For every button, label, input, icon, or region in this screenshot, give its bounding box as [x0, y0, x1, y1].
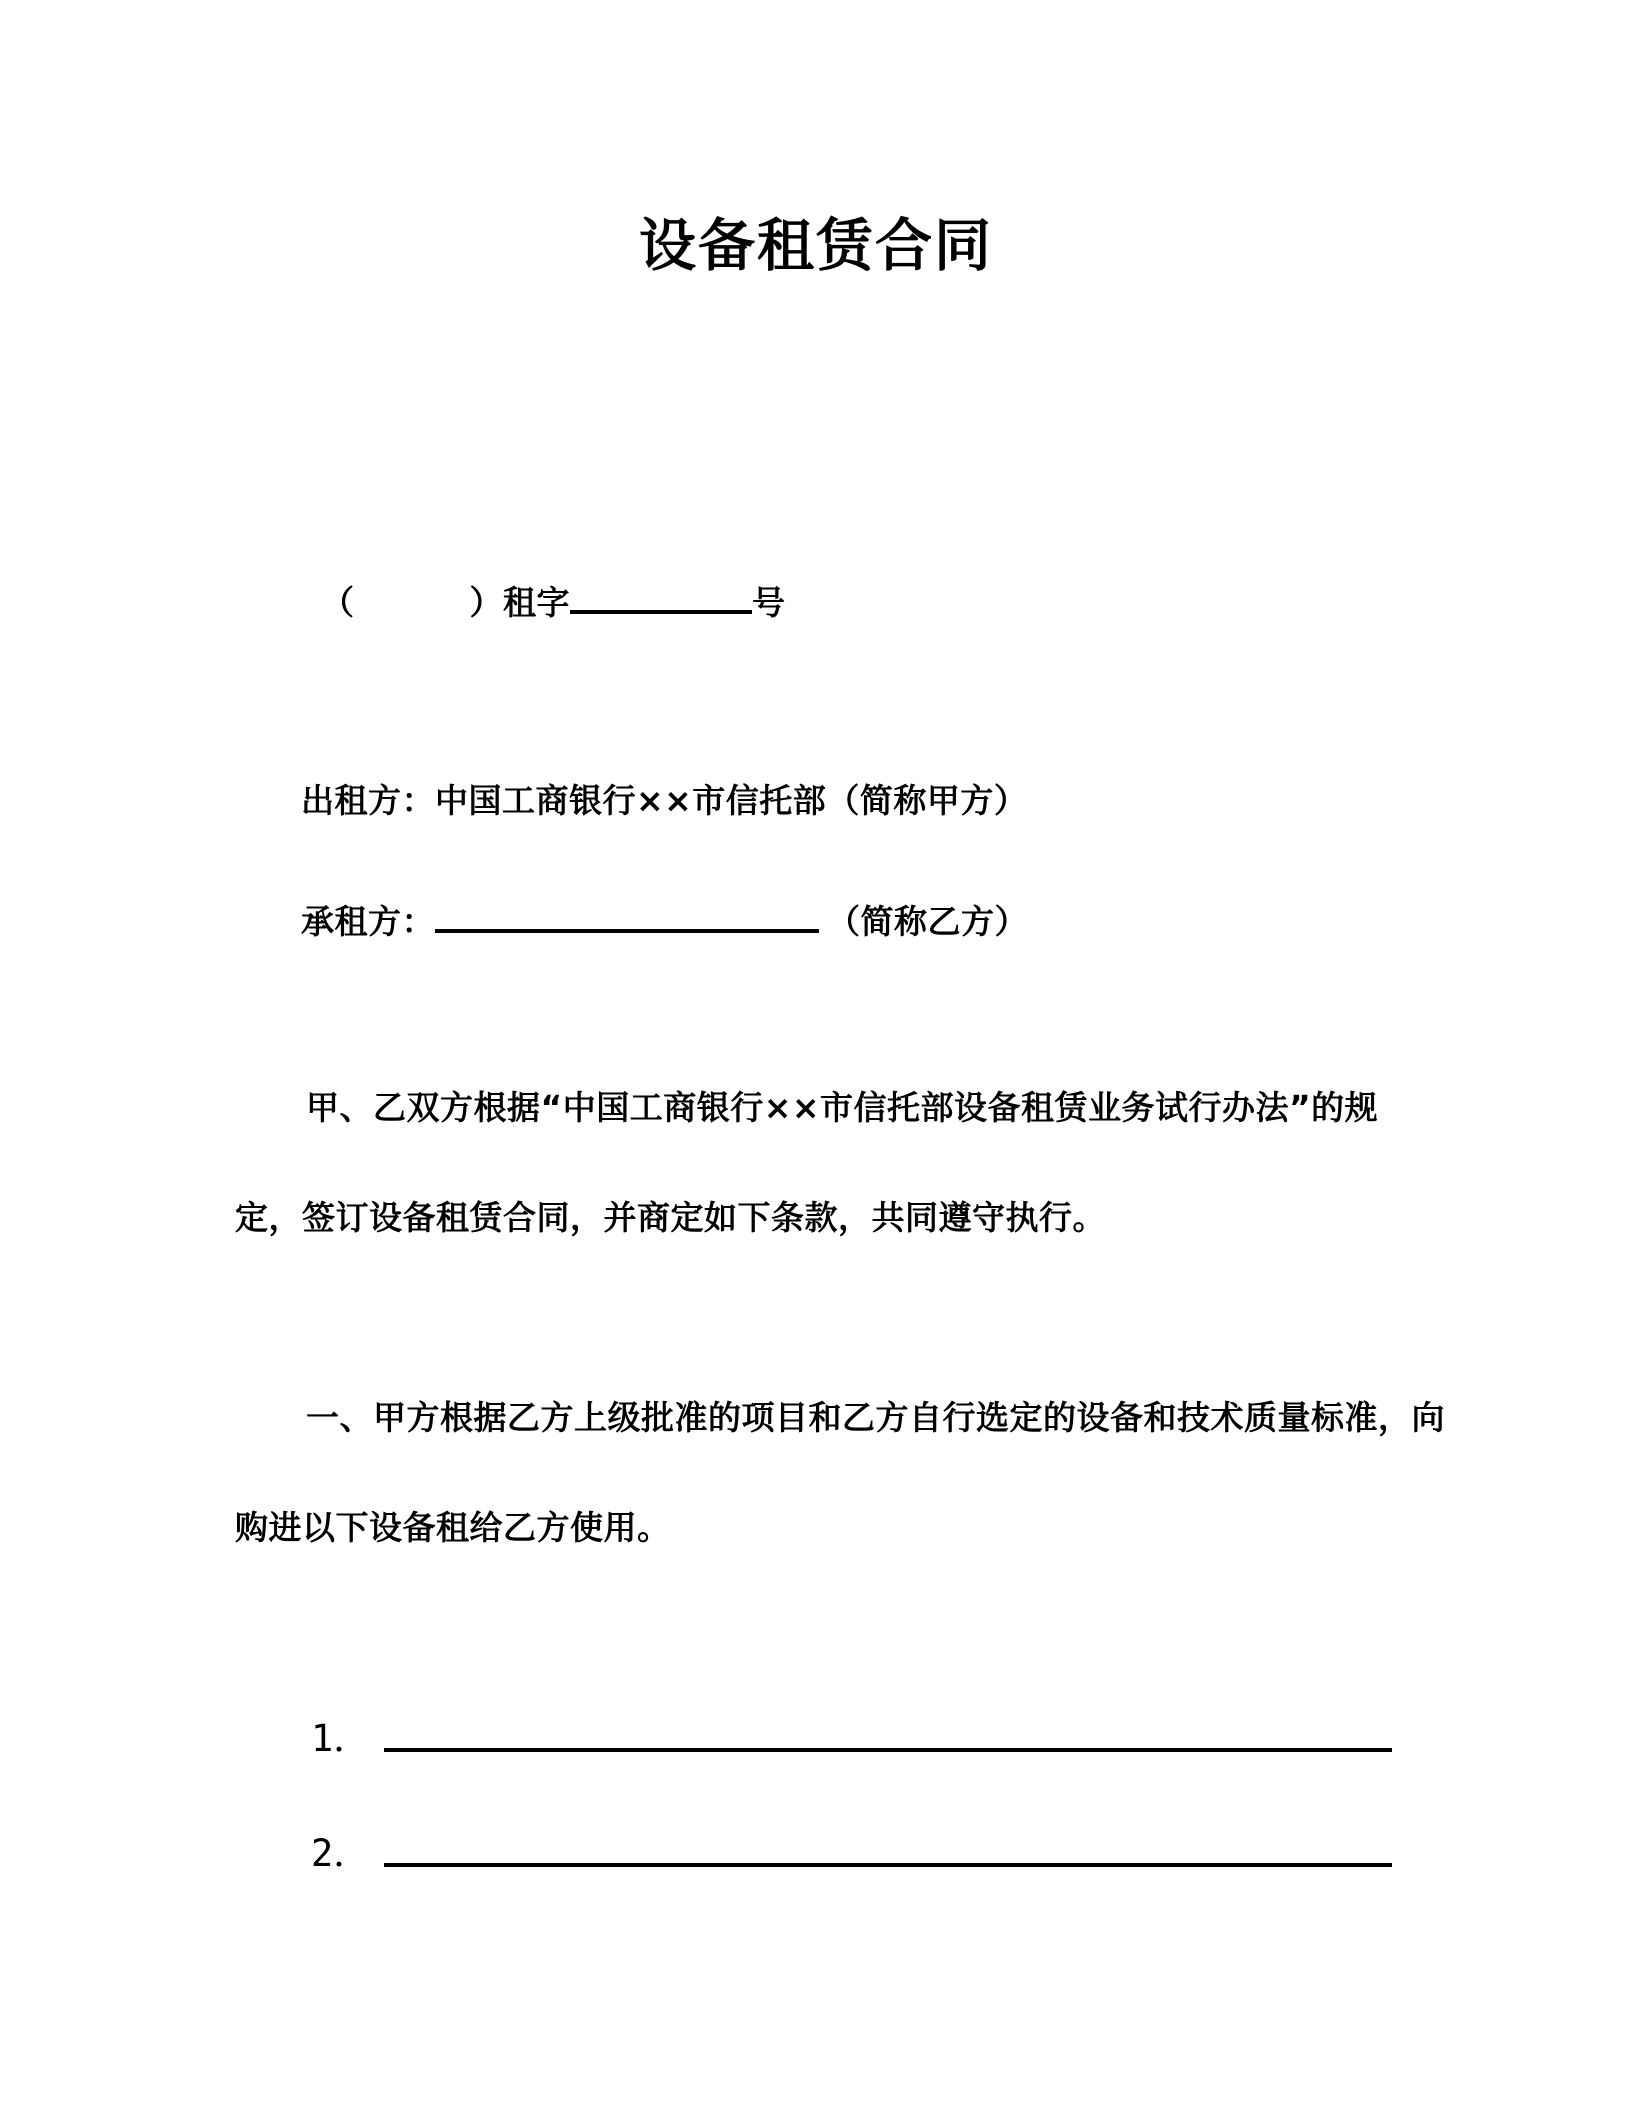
doc-number-blank-field[interactable]	[570, 578, 752, 614]
doc-number-open-paren: （	[321, 583, 355, 622]
lessor-line	[301, 781, 1027, 821]
preamble-line-1: 甲、乙双方根据“中国工商银行××市信托部设备租赁业务试行办法”的规	[306, 1088, 1379, 1127]
doc-number-suffix: 号	[752, 583, 786, 622]
lessee-line	[301, 897, 1028, 942]
lessor-value: 中国工商银行××市信托部	[435, 781, 827, 820]
contract-title: 设备租赁合同	[639, 213, 993, 279]
lessor-label: 出租方：	[301, 781, 435, 820]
equipment-item-1-field[interactable]	[384, 1718, 1392, 1752]
doc-number-line	[321, 578, 786, 623]
doc-number-label: 租字	[503, 583, 570, 622]
preamble-line-2: 定，签订设备租赁合同，并商定如下条款，共同遵守执行。	[235, 1198, 1106, 1237]
doc-number-paren-gap[interactable]	[355, 613, 470, 614]
clause-1-line-2: 购进以下设备租给乙方使用。	[235, 1508, 671, 1547]
lessee-label: 承租方：	[301, 902, 435, 941]
equipment-item-1-number: 1．	[311, 1717, 371, 1760]
equipment-item-2-field[interactable]	[384, 1833, 1392, 1867]
equipment-list-item-2	[311, 1832, 1392, 1875]
lessor-note: （简称甲方）	[826, 781, 1028, 820]
clause-1-line-1: 一、甲方根据乙方上级批准的项目和乙方自行选定的设备和技术质量标准，向	[306, 1398, 1445, 1437]
lessee-note: （简称乙方）	[827, 902, 1028, 941]
equipment-item-2-number: 2．	[311, 1832, 371, 1875]
equipment-list-item-1	[311, 1717, 1392, 1760]
lessee-name-field[interactable]	[435, 897, 819, 933]
doc-number-close-paren: ）	[469, 583, 503, 622]
